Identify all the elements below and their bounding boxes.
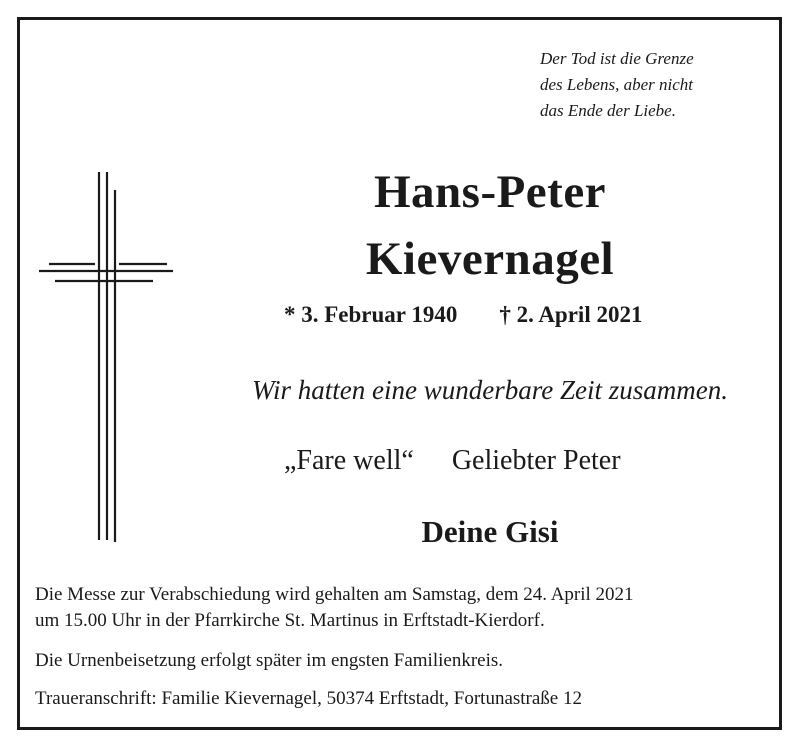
deceased-last-name: Kievernagel (365, 233, 615, 285)
mourning-address: Traueranschrift: Familie Kievernagel, 50374 Erftstadt, Fortunastraße 12 (35, 688, 582, 709)
birth-date: * 3. Februar 1940 (284, 302, 458, 327)
mass-info-line-1: Die Messe zur Verabschiedung wird gehalten am Samstag, dem 24. April 2021 (35, 584, 634, 605)
farewell-line (284, 443, 621, 479)
quote-line-1: Der Tod ist die Grenze (540, 49, 694, 68)
deceased-first-name: Hans-Peter (373, 166, 607, 218)
beloved-name: Geliebter Peter (451, 445, 621, 476)
signature: Deine Gisi (421, 514, 559, 549)
quote-line-3: das Ende der Liebe. (540, 101, 676, 120)
death-date: † 2. April 2021 (499, 302, 643, 327)
motto-text: Wir hatten eine wunderbare Zeit zusammen. (252, 375, 728, 405)
burial-info: Die Urnenbeisetzung erfolgt später im engsten Familienkreis. (35, 650, 504, 671)
life-dates (284, 300, 642, 330)
memorial-quote (540, 46, 740, 124)
quote-line-2: des Lebens, aber nicht (540, 75, 693, 94)
mass-info-line-2: um 15.00 Uhr in der Pfarrkirche St. Martinus in Erftstadt-Kierdorf. (35, 610, 545, 631)
cross-icon (35, 170, 175, 542)
farewell-phrase: „Fare well“ (284, 445, 414, 476)
